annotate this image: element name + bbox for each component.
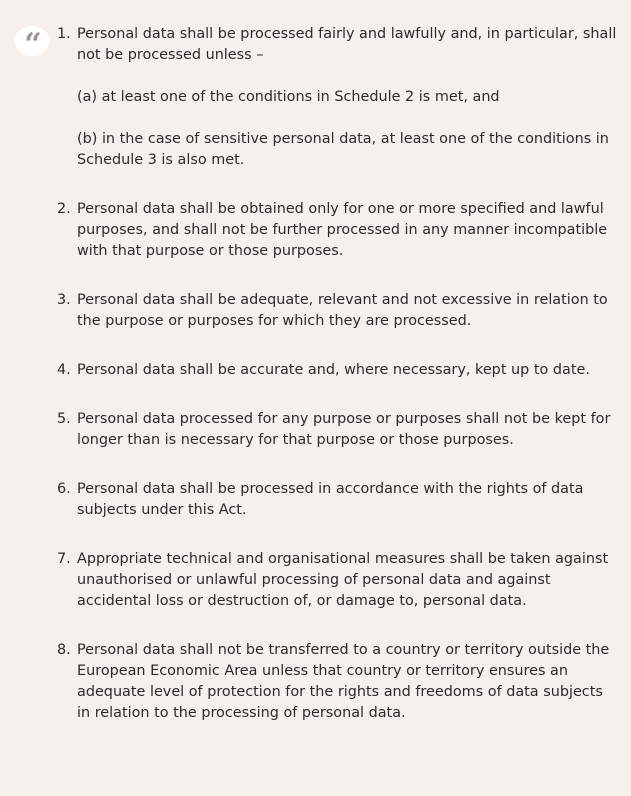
principle-item-2 bbox=[0, 199, 631, 262]
principle-text: Personal data processed for any purpose or purposes shall not be kept for longer than is necessary for that purpose or those purposes. bbox=[77, 411, 611, 448]
quote-open-icon: “ bbox=[15, 26, 49, 56]
principle-text: Personal data shall be accurate and, where necessary, kept up to date. bbox=[77, 362, 590, 378]
principle-text: Personal data shall be processed in accordance with the rights of data subjects under this Act. bbox=[77, 481, 584, 518]
principle-subclause-a: (a) at least one of the conditions in Schedule 2 is met, and bbox=[77, 89, 500, 105]
principle-number: 8. bbox=[57, 642, 71, 658]
principle-text: Personal data shall be adequate, relevant and not excessive in relation to the purpose or purposes for which they are processed. bbox=[77, 292, 608, 329]
principle-item-4 bbox=[0, 360, 631, 381]
principle-item-1 bbox=[0, 24, 631, 171]
principle-number: 1. bbox=[57, 26, 71, 42]
principle-number: 5. bbox=[57, 411, 71, 427]
principle-item-6 bbox=[0, 479, 631, 521]
principle-text: Personal data shall not be transferred to a country or territory outside the European Economic Area unless that country or territory ensures an adequate level of protection for the rights and freedoms of data subjects in relation to the processing of personal data. bbox=[77, 642, 610, 721]
principle-number: 7. bbox=[57, 551, 71, 567]
principle-item-3 bbox=[0, 290, 631, 332]
principle-item-5 bbox=[0, 409, 631, 451]
principle-subclause-b: (b) in the case of sensitive personal data, at least one of the conditions in Schedule 3 is also met. bbox=[77, 131, 609, 168]
principle-text: Appropriate technical and organisational measures shall be taken against unauthorised or unlawful processing of personal data and against accidental loss or destruction of, or damage to, personal data. bbox=[77, 551, 609, 609]
principle-number: 2. bbox=[57, 201, 71, 217]
principles-list bbox=[0, 24, 631, 752]
principle-item-7 bbox=[0, 549, 631, 612]
principle-number: 4. bbox=[57, 362, 71, 378]
principle-item-8 bbox=[0, 640, 631, 724]
principle-number: 6. bbox=[57, 481, 71, 497]
principle-text: Personal data shall be processed fairly and lawfully and, in particular, shall not be processed unless – bbox=[77, 26, 617, 63]
principle-text: Personal data shall be obtained only for one or more specified and lawful purposes, and shall not be further processed in any manner incompatible with that purpose or those purposes. bbox=[77, 201, 608, 259]
principle-number: 3. bbox=[57, 292, 71, 308]
